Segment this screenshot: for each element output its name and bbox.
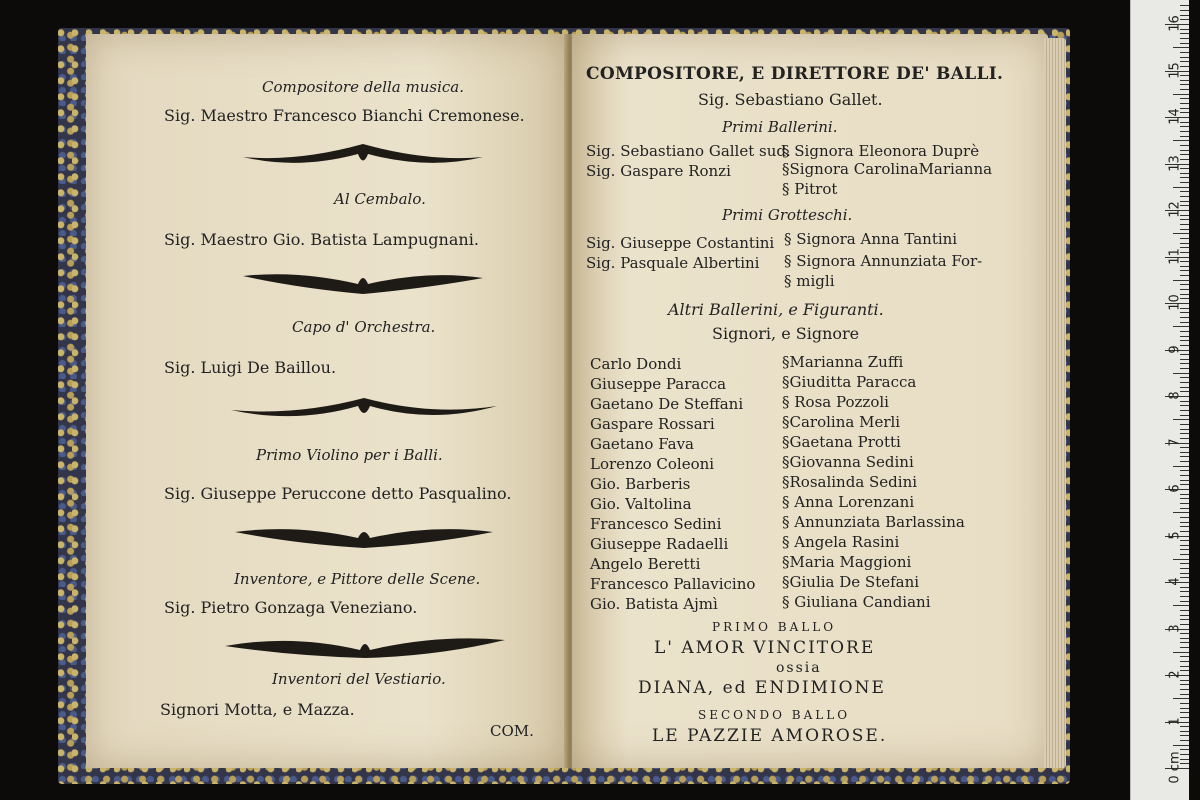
ruler-tick: [1173, 187, 1189, 188]
cembalo-name: Sig. Maestro Gio. Batista Lampugnani.: [164, 230, 479, 249]
ruler-tick: [1173, 605, 1189, 606]
dancer-name: §Giovanna Sedini: [782, 453, 914, 471]
dancer-name: §Gaetana Protti: [782, 433, 901, 451]
ruler-label: 2: [1167, 670, 1183, 679]
primi-grotteschi-right-2: § Signora Annunziata For-: [784, 252, 983, 270]
ruler-tick: [1180, 89, 1189, 90]
ruler-tick: [1180, 601, 1189, 602]
ruler-tick: [1180, 456, 1189, 457]
ruler-tick: [1180, 136, 1189, 137]
ruler-tick: [1180, 475, 1189, 476]
ruler-tick: [1173, 233, 1189, 234]
ruler-tick: [1180, 10, 1189, 11]
primi-ballerini-right-2: §Signora CarolinaMarianna: [782, 160, 993, 178]
ruler-tick: [1173, 47, 1189, 48]
ruler-label: 0 cm: [1167, 751, 1183, 784]
director-name: Sig. Sebastiano Gallet.: [698, 90, 883, 109]
ruler-label: 4: [1167, 577, 1183, 586]
ruler-label: 14: [1167, 108, 1183, 125]
ruler-tick: [1180, 656, 1189, 657]
section-heading-scene: Inventore, e Pittore delle Scene.: [234, 570, 481, 588]
primi-ballerini-right-1: § Signora Eleonora Duprè: [782, 142, 980, 160]
ruler-tick: [1180, 243, 1189, 244]
ruler-tick: [1180, 517, 1189, 518]
ruler-tick: [1180, 615, 1189, 616]
ruler-tick: [1173, 373, 1189, 374]
ruler-tick: [1180, 5, 1189, 6]
ruler-label: 11: [1167, 247, 1183, 265]
ruler-tick: [1173, 419, 1189, 420]
ruler-tick: [1180, 708, 1189, 709]
dancer-name: Carlo Dondi: [590, 355, 682, 373]
ruler-label: 1: [1167, 716, 1183, 726]
primi-grotteschi-right-3: § migli: [784, 272, 835, 290]
primo-ballo-title: L' AMOR VINCITORE: [654, 638, 876, 658]
ruler-label: 9: [1167, 344, 1183, 354]
ruler-label: 13: [1167, 154, 1183, 172]
ruler-tick: [1180, 554, 1189, 555]
ruler-tick: [1180, 177, 1189, 178]
ruler-tick: [1180, 522, 1189, 523]
ruler-tick: [1180, 740, 1189, 741]
ruler-tick: [1180, 703, 1189, 704]
signori-subheading: Signori, e Signore: [712, 324, 860, 343]
dancer-name: § Angela Rasini: [782, 533, 900, 551]
ruler-tick: [1173, 280, 1189, 281]
altri-ballerini-heading: Altri Ballerini, e Figuranti.: [668, 300, 884, 319]
ruler-tick: [1180, 689, 1189, 690]
section-heading-violino: Primo Violino per i Balli.: [256, 446, 443, 464]
orchestra-name: Sig. Luigi De Baillou.: [164, 358, 337, 377]
flourish-ornament: [226, 396, 502, 426]
primi-ballerini-left-2: Sig. Gaspare Ronzi: [586, 162, 731, 180]
ruler-tick: [1180, 563, 1189, 564]
ruler-tick: [1180, 415, 1189, 416]
ruler-tick: [1180, 647, 1189, 648]
ruler-tick: [1180, 461, 1189, 462]
dancer-name: §Marianna Zuffi: [782, 353, 904, 371]
dancer-name: Gio. Barberis: [590, 475, 691, 493]
ruler-tick: [1180, 238, 1189, 239]
dancer-name: Giuseppe Paracca: [590, 375, 727, 393]
ruler-tick: [1180, 331, 1189, 332]
ruler-tick: [1180, 336, 1189, 337]
dancer-name: Gaspare Rossari: [590, 415, 715, 433]
dancer-name: § Rosa Pozzoli: [782, 393, 889, 411]
page-edges: [1044, 38, 1066, 768]
ruler-tick: [1180, 57, 1189, 58]
ruler-tick: [1173, 559, 1189, 560]
left-page: [86, 34, 568, 768]
ruler-tick: [1180, 377, 1189, 378]
ruler-tick: [1173, 326, 1189, 327]
dancer-name: Gaetano De Steffani: [590, 395, 744, 413]
ruler-tick: [1180, 317, 1189, 318]
dancer-name: Giuseppe Radaelli: [590, 535, 729, 553]
ruler-tick: [1180, 275, 1189, 276]
section-heading-orchestra: Capo d' Orchestra.: [292, 318, 436, 336]
ossia-text: ossia: [776, 660, 822, 676]
ruler-tick: [1180, 429, 1189, 430]
primo-ballo-subtitle: DIANA, ed ENDIMIONE: [638, 678, 886, 698]
ruler-tick: [1180, 98, 1189, 99]
dancer-name: § Annunziata Barlassina: [782, 513, 965, 531]
ruler-tick: [1180, 694, 1189, 695]
ruler-tick: [1180, 84, 1189, 85]
ruler-tick: [1180, 289, 1189, 290]
ruler-tick: [1180, 470, 1189, 471]
dancer-name: §Giulia De Stefani: [782, 573, 920, 591]
ruler-tick: [1180, 368, 1189, 369]
primi-grotteschi-left-2: Sig. Pasquale Albertini: [586, 254, 760, 272]
ruler-tick: [1180, 224, 1189, 225]
catchword: COM.: [490, 722, 534, 740]
ruler-tick: [1180, 596, 1189, 597]
secondo-ballo-label: SECONDO BALLO: [698, 708, 851, 722]
ruler-label: 6: [1167, 484, 1183, 493]
primi-ballerini-right-3: § Pitrot: [782, 180, 838, 198]
ruler-tick: [1180, 191, 1189, 192]
dancer-name: Francesco Sedini: [590, 515, 722, 533]
dancer-name: §Carolina Merli: [782, 413, 901, 431]
ruler-tick: [1180, 150, 1189, 151]
ruler-label: 10: [1167, 294, 1183, 311]
dancer-name: Angelo Beretti: [590, 555, 701, 573]
measuring-ruler: [1130, 0, 1189, 800]
ruler-tick: [1173, 140, 1189, 141]
ruler-tick: [1173, 512, 1189, 513]
scene-name: Sig. Pietro Gonzaga Veneziano.: [164, 598, 418, 617]
ruler-label: 12: [1167, 201, 1183, 218]
ruler-tick: [1180, 43, 1189, 44]
ruler-tick: [1180, 642, 1189, 643]
composer-name: Sig. Maestro Francesco Bianchi Cremonese.: [164, 106, 525, 125]
ruler-tick: [1180, 229, 1189, 230]
flourish-ornament: [238, 268, 488, 298]
ruler-tick: [1180, 382, 1189, 383]
ruler-tick: [1180, 661, 1189, 662]
dancer-name: Gio. Valtolina: [590, 495, 692, 513]
dancer-name: § Anna Lorenzani: [782, 493, 915, 511]
ruler-tick: [1180, 284, 1189, 285]
dancer-name: Lorenzo Coleoni: [590, 455, 715, 473]
ruler-tick: [1180, 424, 1189, 425]
ruler-tick: [1180, 508, 1189, 509]
ruler-tick: [1180, 38, 1189, 39]
primi-ballerini-left-1: Sig. Sebastiano Gallet sud.: [586, 142, 791, 160]
section-heading-composer: Compositore della musica.: [262, 78, 465, 96]
altri-left-column: [590, 354, 755, 614]
ruler-tick: [1180, 568, 1189, 569]
section-heading-cembalo: Al Cembalo.: [334, 190, 426, 208]
dancer-name: §Giuditta Paracca: [782, 373, 917, 391]
ruler-tick: [1180, 182, 1189, 183]
ruler-tick: [1173, 466, 1189, 467]
primi-grotteschi-left-1: Sig. Giuseppe Costantini: [586, 234, 775, 252]
vestiario-name: Signori Motta, e Mazza.: [160, 700, 355, 719]
dancer-name: Francesco Pallavicino: [590, 575, 756, 593]
ruler-tick: [1180, 610, 1189, 611]
ruler-tick: [1173, 652, 1189, 653]
ruler-label: 8: [1167, 391, 1183, 400]
ruler-tick: [1180, 103, 1189, 104]
ruler-tick: [1180, 549, 1189, 550]
dancer-name: §Maria Maggioni: [782, 553, 912, 571]
flourish-ornament: [230, 522, 498, 552]
altri-right-column: [782, 352, 965, 612]
primi-grotteschi-heading: Primi Grotteschi.: [722, 206, 853, 224]
section-heading-vestiario: Inventori del Vestiario.: [272, 670, 446, 688]
ruler-tick: [1180, 363, 1189, 364]
ruler-label: 16: [1167, 15, 1183, 32]
right-page: [572, 34, 1048, 768]
ruler-tick: [1180, 52, 1189, 53]
dancer-name: Gaetano Fava: [590, 435, 694, 453]
ruler-tick: [1180, 322, 1189, 323]
primi-ballerini-heading: Primi Ballerini.: [722, 118, 838, 136]
ruler-tick: [1173, 94, 1189, 95]
ruler-tick: [1180, 131, 1189, 132]
ruler-tick: [1180, 145, 1189, 146]
primi-grotteschi-right-1: § Signora Anna Tantini: [784, 230, 958, 248]
dancer-name: § Giuliana Candiani: [782, 593, 931, 611]
dancer-name: §Rosalinda Sedini: [782, 473, 918, 491]
ruler-tick: [1180, 735, 1189, 736]
ruler-tick: [1180, 503, 1189, 504]
ruler-tick: [1180, 270, 1189, 271]
ruler-tick: [1180, 196, 1189, 197]
secondo-ballo-title: LE PAZZIE AMOROSE.: [652, 726, 888, 746]
ruler-tick: [1173, 698, 1189, 699]
violino-name: Sig. Giuseppe Peruccone detto Pasqualino.: [164, 484, 512, 503]
ruler-label: 5: [1167, 530, 1183, 540]
ruler-label: 7: [1167, 437, 1183, 447]
dancer-name: Gio. Batista Ajmì: [590, 595, 718, 613]
primo-ballo-label: PRIMO BALLO: [712, 620, 837, 634]
flourish-ornament: [220, 632, 510, 662]
ruler-tick: [1180, 410, 1189, 411]
ruler-label: 15: [1167, 61, 1183, 79]
right-page-title: COMPOSITORE, E DIRETTORE DE' BALLI.: [586, 64, 1004, 84]
ruler-label: 3: [1167, 623, 1183, 633]
flourish-ornament: [238, 142, 488, 172]
